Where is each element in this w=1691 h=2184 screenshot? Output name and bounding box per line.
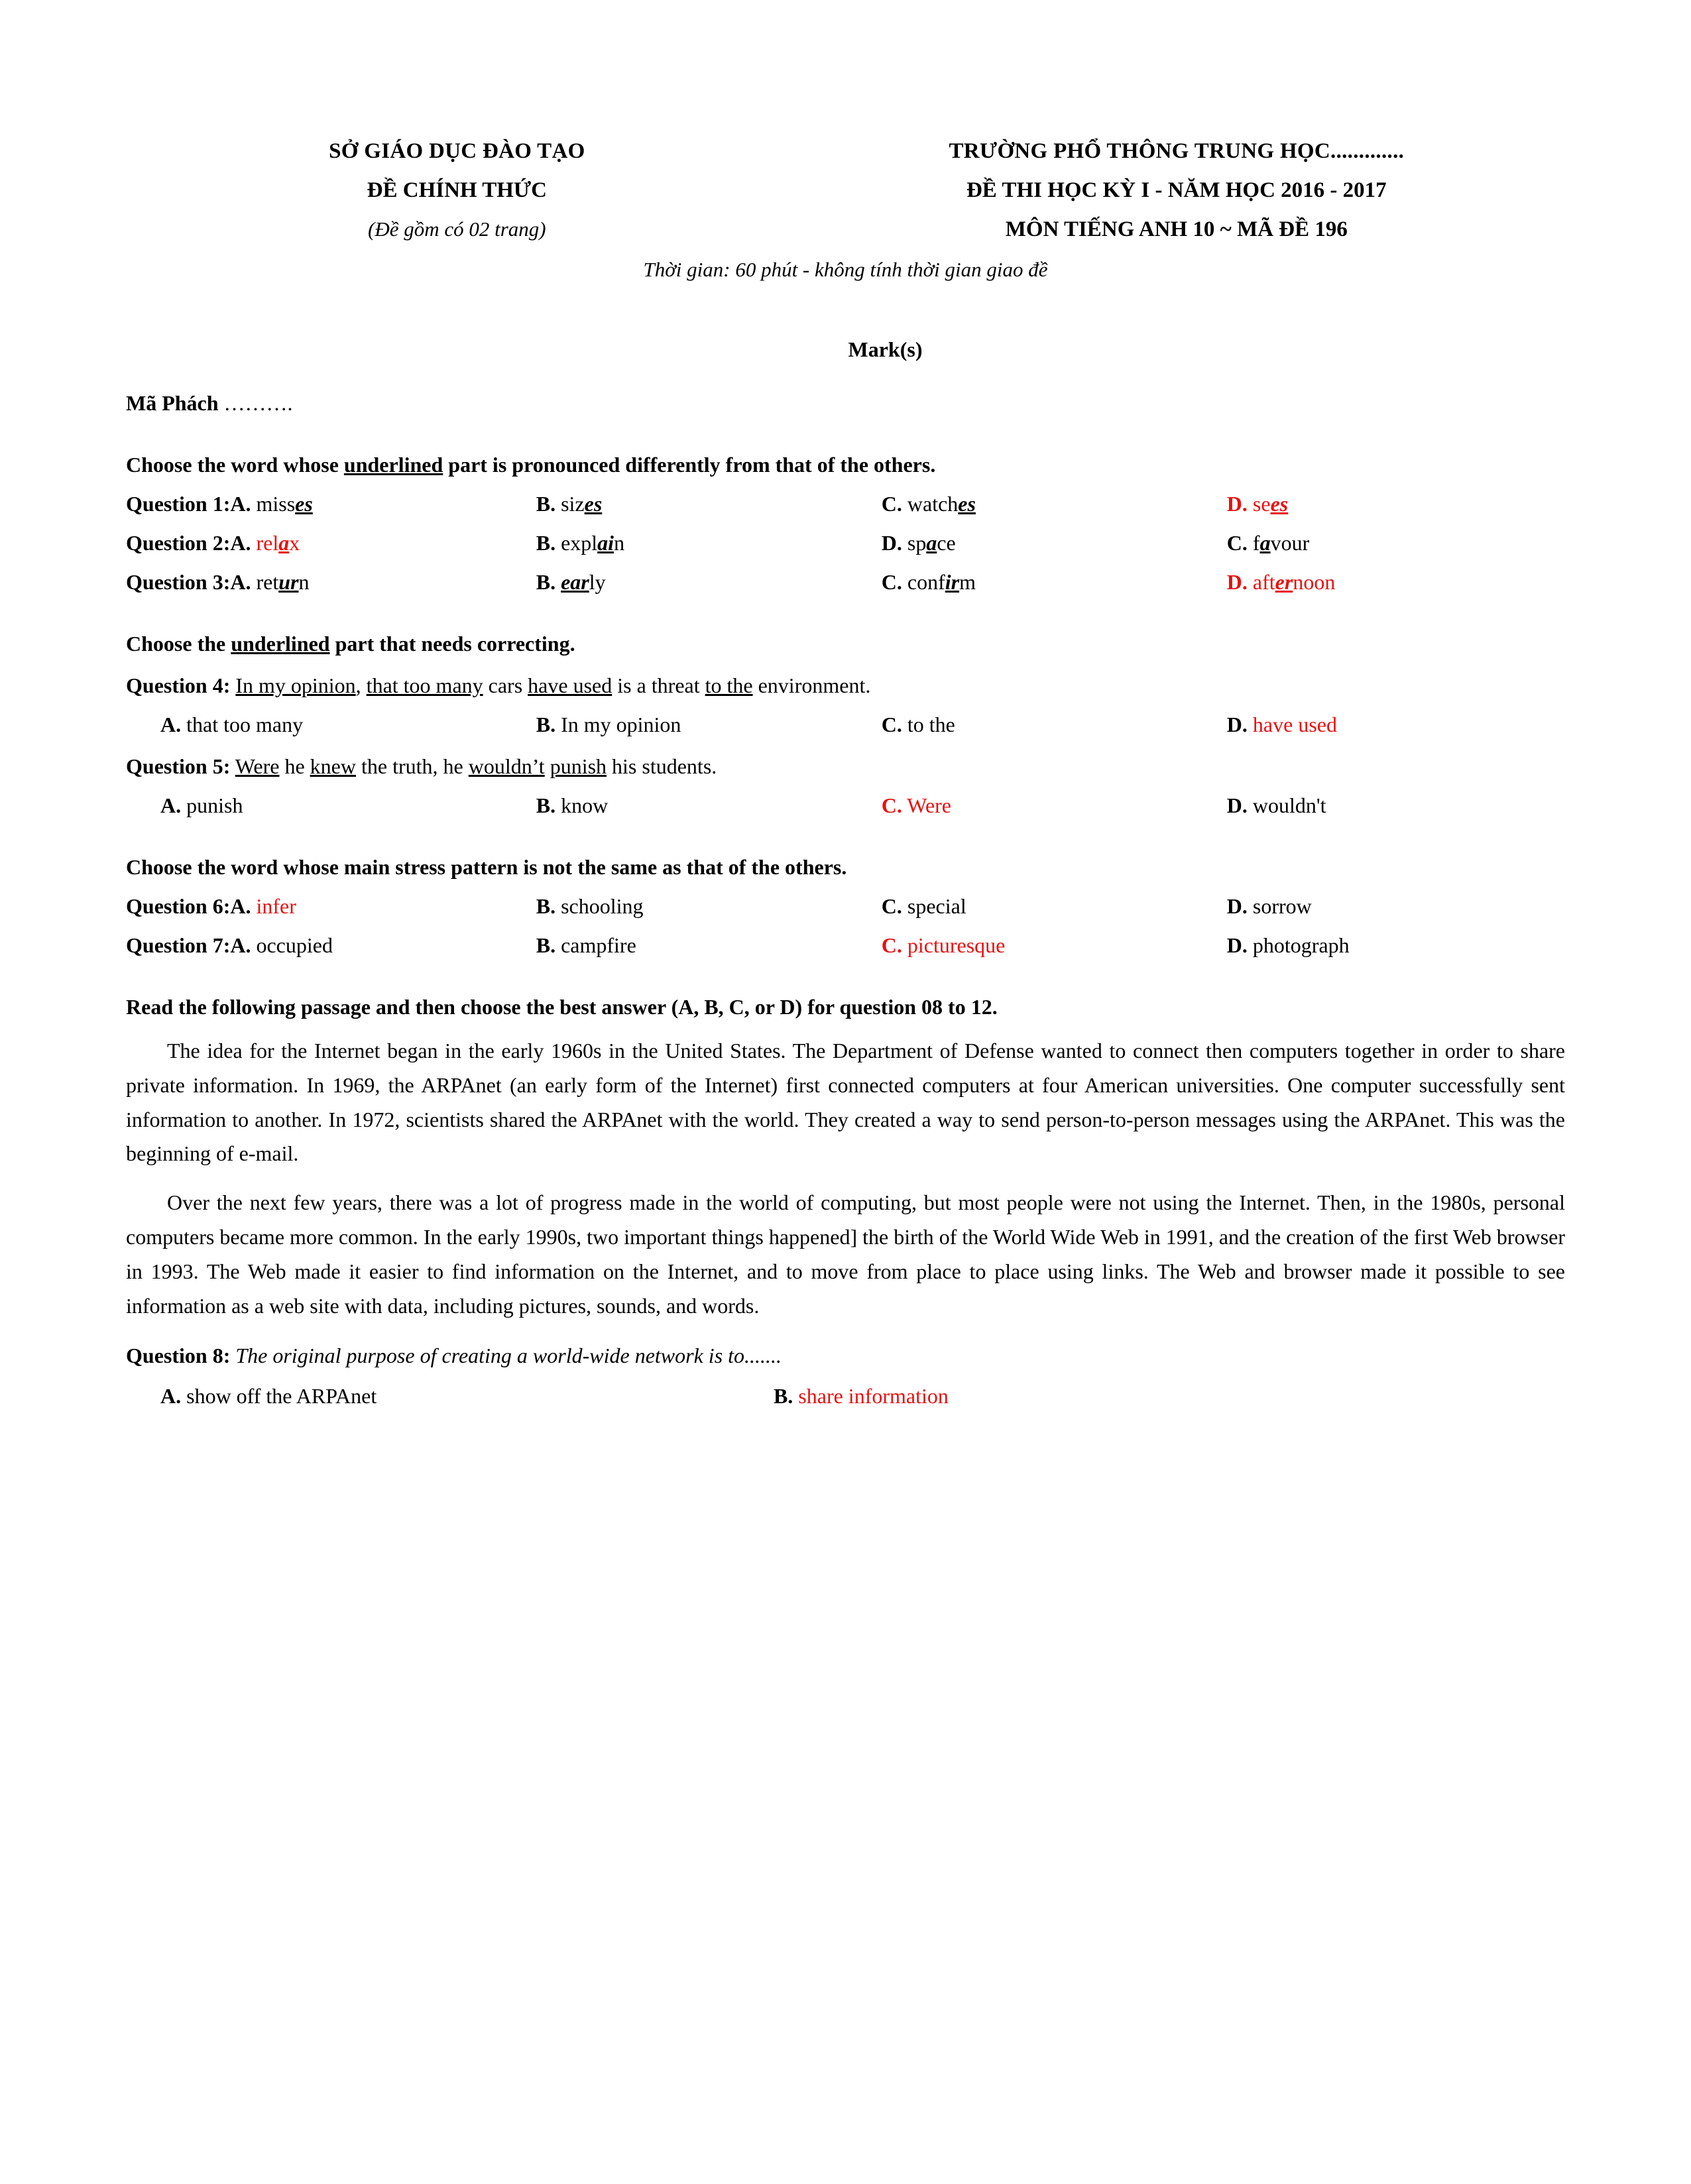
q3-b-letter: B. <box>536 570 556 594</box>
question-1-option-a <box>126 492 536 516</box>
q3-a-post: n <box>298 570 310 594</box>
q4-c-text: to the <box>907 713 955 736</box>
q3-d-post: noon <box>1293 570 1336 594</box>
question-6-row <box>126 894 1565 919</box>
page-count-note: (Đề gồm có 02 trang) <box>368 217 546 241</box>
header-row-3 <box>126 217 1565 242</box>
q5-underline-7: punish <box>550 754 607 778</box>
question-2-option-c <box>882 531 1227 555</box>
q3-b-post: ly <box>589 570 606 594</box>
section-3-heading-text: Choose the word whose main stress pattern is not the same as that of the others <box>126 855 842 879</box>
q5-d-letter: D. <box>1226 793 1248 817</box>
question-8-option-b <box>774 1384 1565 1408</box>
section-3-heading <box>126 855 1565 880</box>
q3-a-pre: ret <box>256 570 279 594</box>
question-2-option-b <box>536 531 882 555</box>
question-8-options <box>126 1384 1565 1408</box>
q5-a-text: punish <box>186 793 243 817</box>
q7-b-text: campfire <box>561 933 636 957</box>
question-4-options <box>126 713 1565 737</box>
q1-a-pre: miss <box>256 492 296 516</box>
q1-b-underlined: es <box>584 492 603 516</box>
question-7-option-c <box>882 933 1227 958</box>
question-2-option-a <box>126 531 536 555</box>
question-3-row <box>126 570 1565 595</box>
question-7-option-a <box>126 933 536 958</box>
question-6-option-b <box>536 894 882 919</box>
q2-c-underlined: a <box>926 531 937 555</box>
q7-d-letter: D. <box>1226 933 1248 957</box>
q4-d-text: have used <box>1252 713 1337 736</box>
question-7-row <box>126 933 1565 958</box>
q2-a-letter: A. <box>230 531 251 555</box>
passage-paragraph-2: Over the next few years, there was a lot of progress made in the world of computing, but most people were not using the Internet. Then, in the 1980s, personal computers became more common. In the early 1990s, two important things happened] the birth of the World Wide Web in 1991, and the creation of the first Web browser in 1993. The Web made it easier to find information on the Internet, and to move from place to place using links. The Web and browser made it possible to see information as a web site with data, including pictures, sounds, and words. <box>126 1190 1565 1318</box>
question-5-option-d <box>1227 793 1565 818</box>
question-3-option-a <box>126 570 536 595</box>
q1-c-pre: watch <box>907 492 959 516</box>
q3-b-underlined: ear <box>561 570 589 594</box>
question-6-label: Question 6: <box>126 894 231 918</box>
header-spacer <box>126 282 1565 337</box>
q1-a-letter: A. <box>230 492 251 516</box>
q2-b-letter: B. <box>536 531 556 555</box>
question-8-stem <box>126 1344 1565 1368</box>
question-2-option-d <box>1227 531 1565 555</box>
q8-a-letter: A. <box>160 1383 182 1408</box>
q4-underline-7: to the <box>705 673 753 697</box>
q6-d-letter: D. <box>1226 894 1248 918</box>
question-1-label: Question 1: <box>126 492 231 516</box>
question-4-option-b <box>536 713 882 737</box>
question-8-option-a <box>126 1384 774 1408</box>
q2-a-post: x <box>289 531 300 555</box>
question-3-option-b <box>536 570 882 595</box>
q2-d-letter: C. <box>1226 531 1248 555</box>
q8-a-text: show off the ARPAnet <box>186 1383 377 1408</box>
q4-a-text: that too many <box>186 713 304 736</box>
q1-d-underlined: es <box>1270 492 1289 516</box>
q7-d-text: photograph <box>1252 933 1350 957</box>
question-5-option-b <box>536 793 882 818</box>
section-1-heading-underlined: underlined <box>343 453 443 477</box>
question-3-label: Question 3: <box>126 570 231 594</box>
q2-c-letter: D. <box>881 531 902 555</box>
question-1-option-c <box>882 492 1227 516</box>
question-2-label: Question 2: <box>126 531 231 555</box>
q2-a-pre: rel <box>256 531 279 555</box>
q4-underline-5: have used <box>528 673 612 697</box>
question-5-label: Question 5: <box>126 754 231 778</box>
q1-a-underlined: es <box>295 492 313 516</box>
maphach-field <box>126 391 1565 416</box>
question-4-option-d <box>1227 713 1565 737</box>
section-1-heading-pre: Choose the word whose <box>126 453 344 477</box>
section-4-heading: Read the following passage and then choose the best answer (A, B, C, or D) for question 08 to 12. <box>126 995 998 1019</box>
q2-d-pre: f <box>1252 531 1260 555</box>
q5-c-letter: C. <box>881 793 902 817</box>
section-2-heading-underlined: underlined <box>231 632 330 656</box>
q4-b-text: In my opinion <box>561 713 681 736</box>
q7-c-text: picturesque <box>907 933 1006 957</box>
q7-a-text: occupied <box>256 933 333 957</box>
q4-text-2: , <box>355 673 367 697</box>
question-7-option-d <box>1227 933 1565 958</box>
section-2-heading <box>126 632 1565 656</box>
q5-underline-5: wouldn’t <box>468 754 545 778</box>
q5-a-letter: A. <box>160 793 182 817</box>
q4-underline-1: In my opinion <box>235 673 356 697</box>
exam-duration: Thời gian: 60 phút - không tính thời gian giao đề <box>643 258 1048 281</box>
q5-underline-3: knew <box>310 754 356 778</box>
q7-a-letter: A. <box>230 933 251 957</box>
q6-b-text: schooling <box>561 894 644 918</box>
q4-d-letter: D. <box>1226 713 1248 736</box>
question-4-option-a <box>126 713 536 737</box>
school-name: TRƯỜNG PHỔ THÔNG TRUNG HỌC............. <box>949 139 1405 163</box>
question-6-option-a <box>126 894 536 919</box>
q5-d-text: wouldn't <box>1252 793 1326 817</box>
q7-b-letter: B. <box>536 933 556 957</box>
question-5-option-a <box>126 793 536 818</box>
q3-c-underlined: ir <box>945 570 960 594</box>
q2-a-underlined: a <box>278 531 290 555</box>
q2-d-post: vour <box>1270 531 1310 555</box>
question-8-label: Question 8: <box>126 1343 231 1367</box>
section-2-heading-pre: Choose the <box>126 632 231 656</box>
q3-d-pre: aft <box>1252 570 1275 594</box>
q6-c-text: special <box>907 894 966 918</box>
q4-a-letter: A. <box>160 713 182 736</box>
q6-c-letter: C. <box>881 894 902 918</box>
q5-text-4: the truth, he <box>355 754 469 778</box>
marks-label: Mark(s) <box>848 337 923 361</box>
question-5-options <box>126 793 1565 818</box>
question-7-option-b <box>536 933 882 958</box>
q7-c-letter: C. <box>881 933 902 957</box>
q3-d-underlined: er <box>1275 570 1293 594</box>
question-1-option-b <box>536 492 882 516</box>
section-3-heading-period: . <box>841 855 847 879</box>
q3-a-underlined: ur <box>278 570 299 594</box>
q2-c-post: ce <box>937 531 956 555</box>
official-exam-label: ĐỀ CHÍNH THỨC <box>367 178 548 202</box>
question-5-option-c <box>882 793 1227 818</box>
q2-d-underlined: a <box>1259 531 1271 555</box>
q2-b-underlined: ai <box>597 531 614 555</box>
q5-b-letter: B. <box>536 793 556 817</box>
document-header <box>126 139 1565 282</box>
q8-b-text: share information <box>798 1383 949 1408</box>
q2-c-pre: sp <box>907 531 927 555</box>
question-1-option-d <box>1227 492 1565 516</box>
q3-d-letter: D. <box>1226 570 1248 594</box>
passage-paragraph-1: The idea for the Internet began in the early 1960s in the United States. The Department of Defense wanted to connect then computers together in order to share private information. In 1969, the ARPAnet (an early form of the Internet) first connected computers at four American universities. One computer successfully sent information to another. In 1972, scientists shared the ARPAnet with the world. They created a way to send person-to-person messages using the ARPAnet. This was the beginning of e-mail. <box>126 1039 1565 1166</box>
question-6-option-d <box>1227 894 1565 919</box>
q1-b-pre: siz <box>561 492 585 516</box>
department-name: SỞ GIÁO DỤC ĐÀO TẠO <box>329 139 585 163</box>
q5-b-text: know <box>561 793 609 817</box>
q8-b-letter: B. <box>773 1383 793 1408</box>
question-4-label: Question 4: <box>126 673 231 697</box>
subject-and-code: MÔN TIẾNG ANH 10 ~ MÃ ĐỀ 196 <box>1005 217 1348 241</box>
question-8-stem-text: The original purpose of creating a world-wide network is to....... <box>235 1343 782 1367</box>
question-2-row <box>126 531 1565 555</box>
q1-c-letter: C. <box>881 492 902 516</box>
q4-c-letter: C. <box>881 713 902 736</box>
question-6-option-c <box>882 894 1227 919</box>
q5-text-8: his students. <box>607 754 717 778</box>
exam-title: ĐỀ THI HỌC KỲ I - NĂM HỌC 2016 - 2017 <box>966 178 1387 202</box>
q5-text-2: he <box>279 754 310 778</box>
q5-text-6 <box>545 754 550 778</box>
q3-c-letter: C. <box>881 570 902 594</box>
section-1-heading <box>126 453 1565 477</box>
question-7-label: Question 7: <box>126 933 231 957</box>
q1-b-letter: B. <box>536 492 556 516</box>
q3-a-letter: A. <box>230 570 251 594</box>
header-row-1 <box>126 139 1565 164</box>
maphach-label: Mã Phách <box>126 391 219 415</box>
q5-underline-1: Were <box>235 754 280 778</box>
q6-b-letter: B. <box>536 894 556 918</box>
q1-d-pre: se <box>1252 492 1271 516</box>
q1-d-letter: D. <box>1226 492 1248 516</box>
q4-b-letter: B. <box>536 713 556 736</box>
question-1-row <box>126 492 1565 516</box>
q2-b-pre: expl <box>561 531 598 555</box>
question-4-option-c <box>882 713 1227 737</box>
q4-text-8: environment. <box>752 673 871 697</box>
section-1-heading-post: part is pronounced differently from that of the others. <box>443 453 936 477</box>
q6-a-text: infer <box>256 894 296 918</box>
q6-a-letter: A. <box>230 894 251 918</box>
section-2-heading-post: part that needs correcting. <box>329 632 575 656</box>
q1-c-underlined: es <box>958 492 976 516</box>
q3-c-pre: conf <box>907 570 945 594</box>
q4-text-6: is a threat <box>612 673 705 697</box>
maphach-dots: ………. <box>223 391 293 415</box>
q2-b-post: n <box>614 531 625 555</box>
q4-underline-3: that too many <box>366 673 483 697</box>
header-row-2 <box>126 178 1565 203</box>
question-4-statement <box>126 673 1565 698</box>
question-5-statement <box>126 754 1565 779</box>
q4-text-4: cars <box>483 673 528 697</box>
q6-d-text: sorrow <box>1252 894 1312 918</box>
question-3-option-c <box>882 570 1227 595</box>
q3-c-post: m <box>959 570 976 594</box>
q5-c-text: Were <box>907 793 951 817</box>
question-3-option-d <box>1227 570 1565 595</box>
